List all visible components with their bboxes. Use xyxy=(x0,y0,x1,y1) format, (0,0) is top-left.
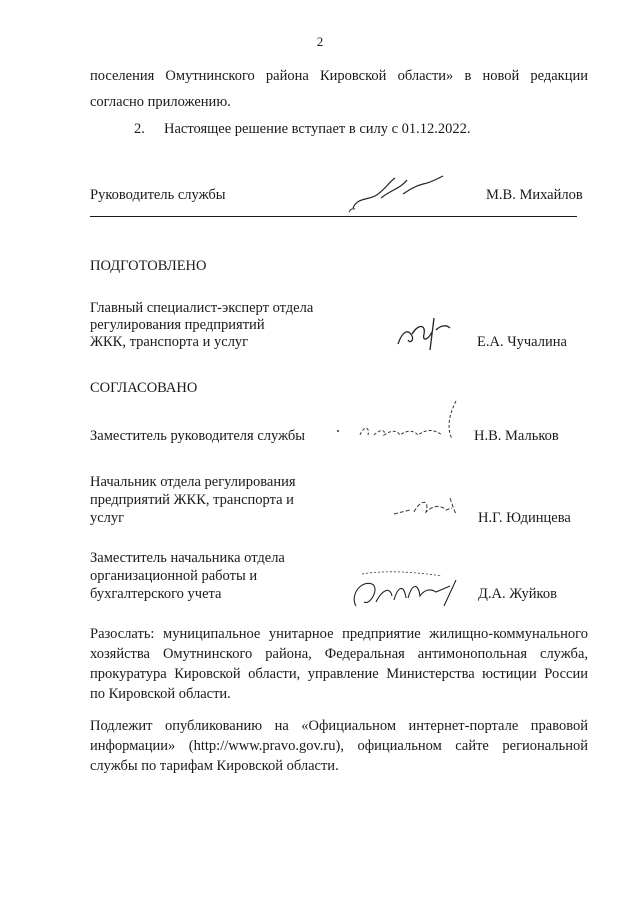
signer-3-role-line-1: Заместитель начальника отдела xyxy=(90,550,285,566)
signer-2-role-line-2: предприятий ЖКК, транспорта и xyxy=(90,492,294,508)
distribution-line-3: прокуратура Кировской области, управление Министерства юстиции России xyxy=(90,666,588,682)
head-signature-image xyxy=(345,168,455,218)
signer-3-role-line-2: организационной работы и xyxy=(90,568,258,584)
prepared-heading: ПОДГОТОВЛЕНО xyxy=(90,258,207,274)
distribution-line-2: хозяйства Омутнинского района, Федеральная антимонопольная служба, xyxy=(90,646,588,662)
signer-3-role-line-3: бухгалтерского учета xyxy=(90,586,222,602)
publication-line-2: информации» (http://www.pravo.gov.ru), официальном сайте региональной xyxy=(90,738,588,754)
page-number: 2 xyxy=(316,34,324,49)
intro-line-2: согласно приложению. xyxy=(90,94,231,110)
signer-2-role-line-3: услуг xyxy=(90,510,125,526)
signer-2-role-line-1: Начальник отдела регулирования xyxy=(90,474,296,490)
distribution-line-4: по Кировской области. xyxy=(90,686,231,702)
signature-rule xyxy=(90,216,577,217)
agreed-heading: СОГЛАСОВАНО xyxy=(90,380,198,396)
publication-line-1: Подлежит опубликованию на «Официальном интернет-портале правовой xyxy=(90,718,588,734)
signer-2-signature-image xyxy=(390,488,470,524)
signer-2-name: Н.Г. Юдинцева xyxy=(478,510,571,526)
signer-3-signature-image xyxy=(346,566,476,616)
signer-1-signature-image xyxy=(330,395,480,455)
intro-line-1: поселения Омутнинского района Кировской области» в новой редакции xyxy=(90,68,588,84)
prepared-role-line-3: ЖКК, транспорта и услуг xyxy=(90,334,249,350)
item-text: Настоящее решение вступает в силу с 01.12.2022. xyxy=(164,121,471,137)
prepared-signature-image xyxy=(392,310,462,355)
signer-1-name: Н.В. Мальков xyxy=(474,428,559,444)
publication-line-3: службы по тарифам Кировской области. xyxy=(90,758,339,774)
prepared-role-line-2: регулирования предприятий xyxy=(90,317,265,333)
prepared-name: Е.А. Чучалина xyxy=(477,334,567,350)
head-role: Руководитель службы xyxy=(90,187,226,203)
signer-3-name: Д.А. Жуйков xyxy=(478,586,557,602)
signer-1-role: Заместитель руководителя службы xyxy=(90,428,306,444)
item-number: 2. xyxy=(134,121,145,137)
distribution-line-1: Разослать: муниципальное унитарное предприятие жилищно-коммунального xyxy=(90,626,588,642)
head-name: М.В. Михайлов xyxy=(486,187,583,203)
prepared-role-line-1: Главный специалист-эксперт отдела xyxy=(90,300,314,316)
